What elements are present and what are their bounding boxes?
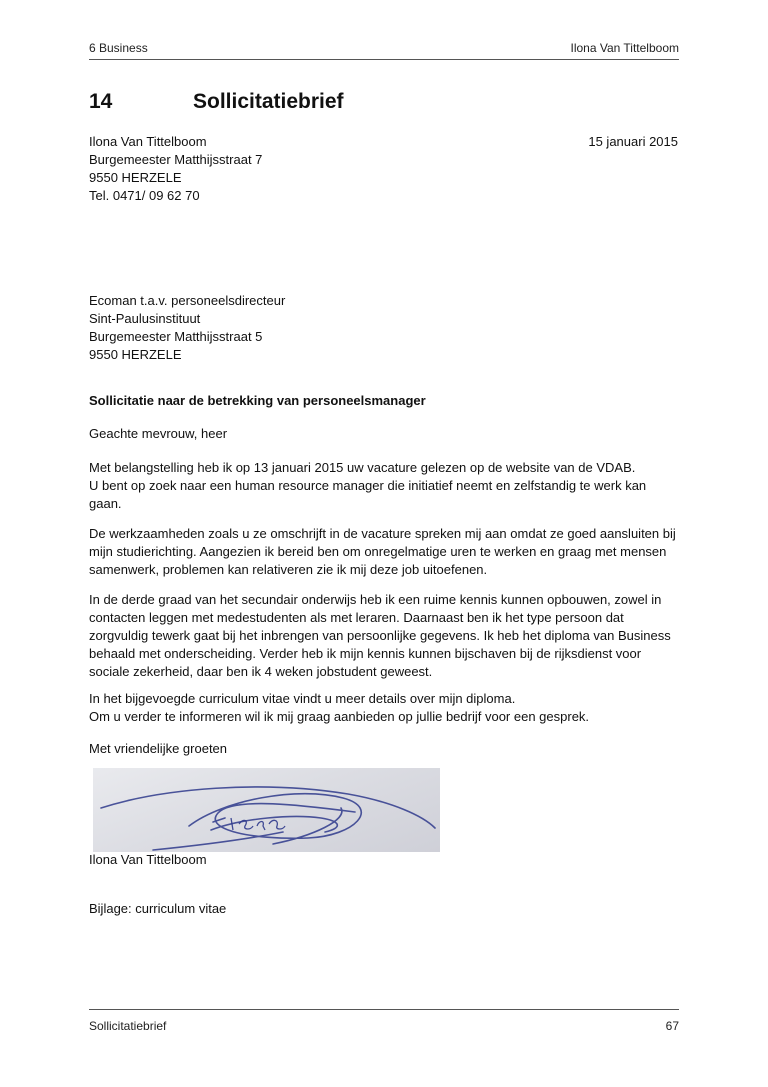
paragraph-line: In het bijgevoegde curriculum vitae vindt u meer details over mijn diploma. xyxy=(89,691,516,706)
sender-phone: Tel. 0471/ 09 62 70 xyxy=(89,188,200,203)
page-footer xyxy=(89,1019,679,1033)
recipient-line: Burgemeester Matthijsstraat 5 xyxy=(89,329,263,344)
signature-image xyxy=(93,768,440,852)
header-right: Ilona Van Tittelboom xyxy=(570,41,679,55)
chapter-title: Sollicitatiebrief xyxy=(193,90,344,113)
sender-street: Burgemeester Matthijsstraat 7 xyxy=(89,152,263,167)
recipient-line: Sint-Paulusinstituut xyxy=(89,311,201,326)
paragraph-line: mijn studierichting. Aangezien ik bereid ben om onregelmatige uren te werken en graag met mensen xyxy=(89,544,667,559)
recipient-address xyxy=(89,292,684,364)
paragraph-3 xyxy=(89,591,684,681)
attachment-note: Bijlage: curriculum vitae xyxy=(89,901,227,916)
recipient-line: 9550 HERZELE xyxy=(89,347,182,362)
closing: Met vriendelijke groeten xyxy=(89,741,228,756)
paragraph-line: sociale zekerheid, daar ben ik 4 weken jobstudent geweest. xyxy=(89,664,433,679)
footer-rule xyxy=(89,1009,679,1010)
paragraph-line: samenwerk, problemen kan relativeren zie ik mij deze job uitoefenen. xyxy=(89,562,488,577)
sender-city: 9550 HERZELE xyxy=(89,170,182,185)
paragraph-line: In de derde graad van het secundair onderwijs heb ik een ruime kennis kunnen opbouwen, zowel in xyxy=(89,592,662,607)
paragraph-line: gaan. xyxy=(89,496,122,511)
signature-icon xyxy=(93,768,440,852)
recipient-line: Ecoman t.a.v. personeelsdirecteur xyxy=(89,293,286,308)
header-rule xyxy=(89,59,679,60)
paragraph-4 xyxy=(89,690,684,726)
chapter-number: 14 xyxy=(89,90,113,113)
paragraph-1 xyxy=(89,459,684,513)
paragraph-2 xyxy=(89,525,684,579)
header-left: 6 Business xyxy=(89,41,148,55)
paragraph-line: contacten leggen met medestudenten als met leraren. Daarnaast ben ik het type persoon dat xyxy=(89,610,624,625)
salutation: Geachte mevrouw, heer xyxy=(89,426,228,441)
letter-date: 15 januari 2015 xyxy=(588,134,678,149)
paragraph-line: zorgvuldig tewerk gaat bij het inbrengen van persoonlijke gegevens. Ik heb het diploma van Business xyxy=(89,628,671,643)
paragraph-line: U bent op zoek naar een human resource manager die initiatief neemt en zelfstandig te werk kan xyxy=(89,478,647,493)
letter-subject: Sollicitatie naar de betrekking van personeelsmanager xyxy=(89,393,426,408)
signature-name: Ilona Van Tittelboom xyxy=(89,852,207,867)
paragraph-line: behaald met onderscheiding. Verder heb ik mijn kennis kunnen bijschaven bij de rijksdienst voor xyxy=(89,646,642,661)
paragraph-line: Om u verder te informeren wil ik mij graag aanbieden op jullie bedrijf voor een gesprek. xyxy=(89,709,590,724)
page-number: 67 xyxy=(665,1019,679,1033)
footer-left: Sollicitatiebrief xyxy=(89,1019,167,1033)
sender-name: Ilona Van Tittelboom xyxy=(89,134,207,149)
paragraph-line: De werkzaamheden zoals u ze omschrijft in de vacature spreken mij aan omdat ze goed aansluiten bij xyxy=(89,526,676,541)
paragraph-line: Met belangstelling heb ik op 13 januari 2015 uw vacature gelezen op de website van de VDAB. xyxy=(89,460,636,475)
page-header xyxy=(89,41,679,55)
